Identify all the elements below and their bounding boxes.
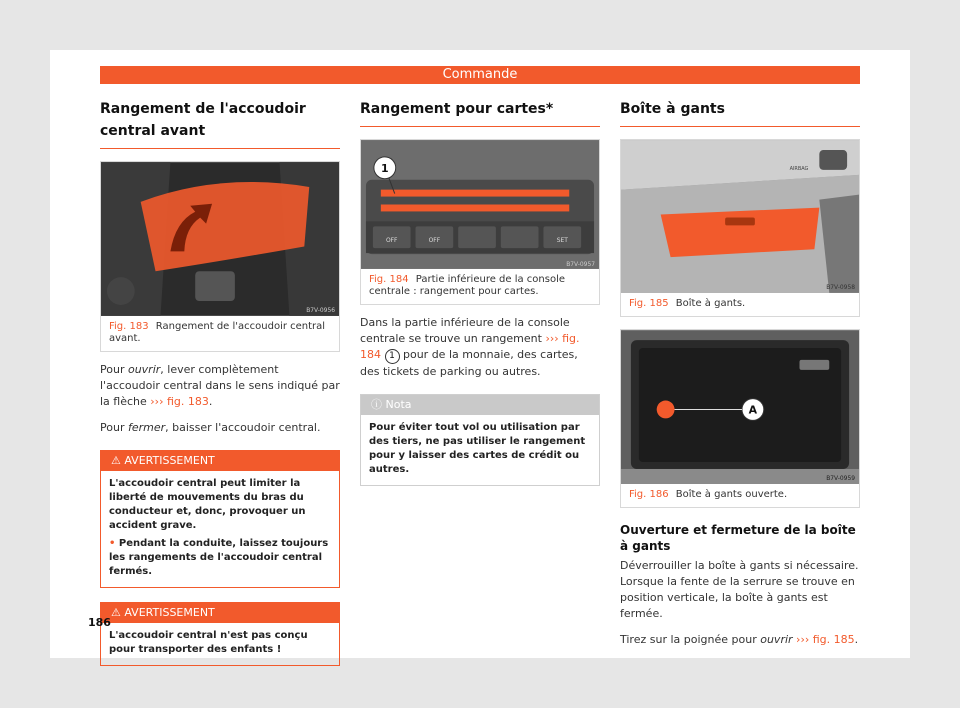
warning-icon: ⚠ — [111, 606, 125, 619]
page — [50, 50, 910, 658]
page-number: 186 — [88, 616, 111, 629]
figure-number: Fig. 186 — [629, 489, 669, 500]
callout-ref: 1 — [385, 349, 400, 364]
warning-box-1 — [100, 450, 340, 588]
section-header: Commande — [100, 66, 860, 84]
figure-code: B7V-0957 — [566, 260, 596, 268]
info-icon: ⓘ — [371, 398, 386, 411]
warning-body: L'accoudoir central peut limiter la liberté de mouvements du bras du conducteur et, donc, provoquer un accident grave. • Pendant la conduite, laissez toujours les rangements de l'accoudoir central fermés. — [109, 478, 329, 577]
warning-header: ⚠ AVERTISSEMENT — [101, 603, 339, 623]
figure-code: B7V-0959 — [826, 474, 856, 482]
figure-caption — [621, 293, 859, 316]
figure-184 — [360, 139, 600, 305]
card-storage-image — [361, 140, 599, 269]
figure-183 — [100, 161, 340, 352]
figure-number: Fig. 185 — [629, 298, 669, 309]
paragraph-card-storage: Dans la partie inférieure de la console centrale se trouve un rangement ››› fig. 184 1 pour de la monnaie, des cartes, des tickets de parking ou autres. — [360, 316, 580, 378]
glovebox-open-image — [621, 330, 859, 484]
warning-header: ⚠ AVERTISSEMENT — [101, 451, 339, 471]
caption-text: Boîte à gants. — [675, 298, 746, 309]
caption-text: Rangement de l'accoudoir central avant. — [109, 321, 326, 344]
column-armrest — [100, 98, 340, 666]
warning-box-2 — [100, 602, 340, 666]
svg-text:OFF: OFF — [428, 237, 441, 245]
paragraph-glovebox-2: Tirez sur la poignée pour ouvrir ››› fig. 185. — [620, 633, 859, 646]
fig-ref-link[interactable]: ››› fig. 185 — [796, 633, 855, 646]
callout-1: 1 — [381, 161, 389, 175]
heading-card-storage: Rangement pour cartes* — [360, 98, 600, 127]
svg-text:SET: SET — [556, 237, 568, 245]
svg-text:AIRBAG: AIRBAG — [789, 165, 809, 172]
note-body: Pour éviter tout vol ou utilisation par des tiers, ne pas utiliser le rangement pour y laisser des cartes de crédit ou autres. — [369, 422, 586, 475]
paragraph-glovebox-1: Déverrouiller la boîte à gants si nécessaire. Lorsque la fente de la serrure se trouve en position verticale, la boîte à gants est fermée. — [620, 559, 859, 620]
fig-ref-link[interactable]: ››› fig. 184 — [360, 332, 580, 361]
svg-text:OFF: OFF — [385, 237, 398, 245]
figure-185 — [620, 139, 860, 317]
glovebox-closed-image — [621, 140, 859, 293]
warning-body: L'accoudoir central n'est pas conçu pour transporter des enfants ! — [109, 630, 308, 655]
paragraph-open: Pour ouvrir, lever complètement l'accoudoir central dans le sens indiqué par la flèche ››› fig. 183. — [100, 363, 340, 408]
heading-glovebox: Boîte à gants — [620, 98, 860, 127]
figure-caption — [361, 269, 599, 304]
figure-number: Fig. 184 — [369, 274, 409, 285]
armrest-image — [101, 162, 339, 316]
note-box — [360, 394, 600, 486]
caption-text: Boîte à gants ouverte. — [675, 489, 788, 500]
figure-caption — [101, 316, 339, 351]
note-header: ⓘ Nota — [361, 395, 599, 415]
figure-code: B7V-0956 — [306, 306, 336, 314]
caption-text: Partie inférieure de la console centrale : rangement pour cartes. — [369, 274, 566, 297]
figure-caption — [621, 484, 859, 507]
column-glovebox — [620, 98, 860, 648]
fig-ref-link[interactable]: ››› fig. 183 — [150, 395, 209, 408]
heading-armrest: Rangement de l'accoudoir central avant — [100, 98, 340, 149]
figure-number: Fig. 183 — [109, 321, 149, 332]
column-card-storage — [360, 98, 600, 486]
subheading-glovebox: Ouverture et fermeture de la boîte à gants — [620, 523, 856, 553]
warning-icon: ⚠ — [111, 454, 125, 467]
callout-a: A — [748, 403, 758, 417]
figure-code: B7V-0958 — [826, 283, 856, 291]
figure-186 — [620, 329, 860, 508]
paragraph-close: Pour fermer, baisser l'accoudoir central. — [100, 421, 321, 434]
